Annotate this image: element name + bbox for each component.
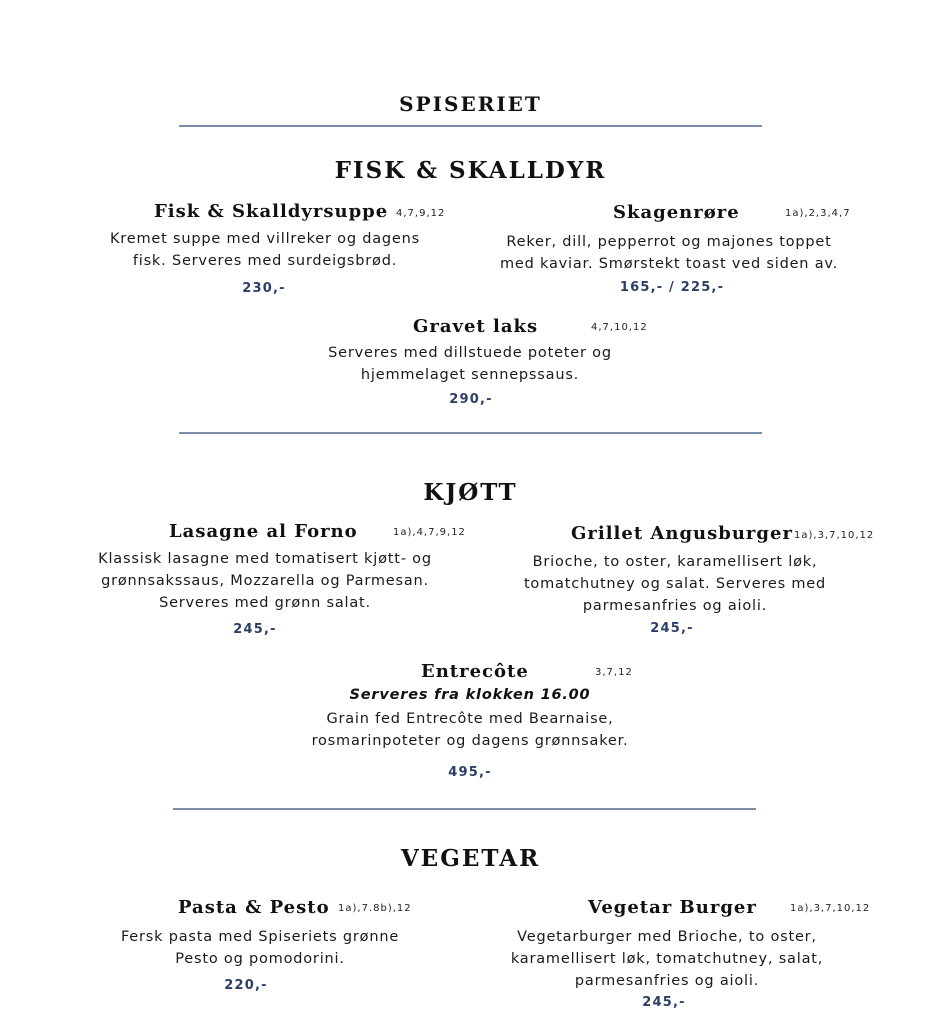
dish-name: Grillet Angusburger	[571, 523, 793, 544]
dish-name: Vegetar Burger	[588, 897, 757, 918]
dish-note: Serveres fra klokken 16.00	[349, 687, 591, 703]
allergen-list: 3,7,12	[595, 667, 633, 678]
dish-description: Kremet suppe med villreker og dagens fisk. Serveres med surdeigsbrød.	[110, 231, 420, 269]
dish-description: Reker, dill, pepperrot og majones toppet med kaviar. Smørstekt toast ved siden av.	[499, 234, 839, 272]
allergen-list: 1a),7.8b),12	[338, 903, 412, 914]
allergen-list: 1a),3,7,10,12	[790, 903, 871, 914]
section-heading-vegetar: VEGETAR	[400, 845, 541, 872]
dish-description: Grain fed Entrecôte med Bearnaise, rosmarinpoteter og dagens grønnsaker.	[311, 711, 629, 749]
dish-price: 230,-	[242, 281, 286, 296]
dish-price: 245,-	[642, 995, 686, 1010]
dish-name: Entrecôte	[421, 661, 529, 682]
dish-name: Skagenrøre	[613, 202, 740, 223]
allergen-list: 4,7,10,12	[591, 322, 648, 333]
dish-description: Serveres med dillstuede poteter og hjemmelaget sennepssaus.	[328, 345, 612, 383]
section-heading-kjott: KJØTT	[423, 479, 518, 506]
dish-description: Fersk pasta med Spiseriets grønne Pesto og pomodorini.	[120, 929, 400, 967]
section-heading-fisk: FISK & SKALLDYR	[334, 157, 607, 184]
dish-description: Klassisk lasagne med tomatisert kjøtt- og grønnsakssaus, Mozzarella og Parmesan. Serveres med grønn salat.	[98, 551, 432, 611]
dish-price: 245,-	[650, 621, 694, 636]
dish-name: Lasagne al Forno	[169, 521, 358, 542]
section-divider	[179, 432, 762, 434]
dish-name: Gravet laks	[413, 316, 539, 337]
dish-price: 245,-	[233, 622, 277, 637]
dish-name: Fisk & Skalldyrsuppe	[154, 201, 389, 222]
section-divider	[173, 808, 756, 810]
dish-description: Vegetarburger med Brioche, to oster, karamellisert løk, tomatchutney, salat, parmesanfries og aioli.	[510, 929, 824, 989]
dish-description: Brioche, to oster, karamellisert løk, tomatchutney og salat. Serveres med parmesanfries og aioli.	[523, 554, 827, 614]
allergen-list: 1a),4,7,9,12	[393, 527, 466, 538]
dish-name: Pasta & Pesto	[178, 897, 330, 918]
dish-price: 220,-	[224, 978, 268, 993]
dish-price: 495,-	[448, 765, 492, 780]
dish-price: 290,-	[449, 392, 493, 407]
allergen-list: 4,7,9,12	[396, 208, 446, 219]
page-title: SPISERIET	[399, 92, 542, 116]
title-divider	[179, 125, 762, 127]
allergen-list: 1a),3,7,10,12	[794, 530, 875, 541]
dish-price: 165,- / 225,-	[619, 280, 725, 295]
allergen-list: 1a),2,3,4,7	[785, 208, 851, 219]
